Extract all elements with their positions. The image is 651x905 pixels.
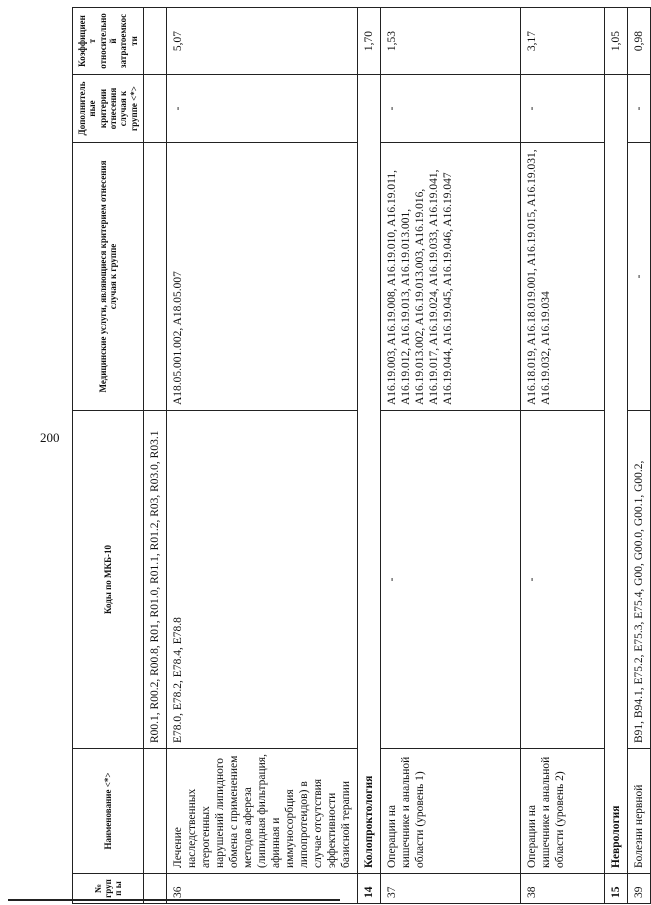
- cell-extra: -: [628, 75, 651, 143]
- header-group-number: № групп ы: [73, 874, 144, 904]
- cell-services: A16.19.003, A16.19.008, A16.19.010, A16.19.011, A16.19.012, A16.19.013, A16.19.013.001, A16.19.013.002, A16.19.013.003, A16.19.016, A16.19.017, A16.19.024, A16.19.033, A16.19.041, A16.19.044, A16.19.045, A16.19.046, A16.19.047: [381, 143, 521, 411]
- cell-services: A16.18.019, A16.18.019.001, A16.19.015, A16.19.031, A16.19.032, A16.19.034: [521, 143, 605, 411]
- table-row-38: [521, 8, 605, 904]
- cell-extra: -: [381, 75, 521, 143]
- drg-groups-table: [72, 7, 651, 904]
- cell-num: 36: [167, 874, 358, 904]
- section-num: 14: [358, 874, 381, 904]
- cell-services: [144, 143, 167, 411]
- section-num: 15: [605, 874, 628, 904]
- section-coef: 1,05: [605, 8, 628, 75]
- header-mkb-codes: Коды по МКБ-10: [73, 411, 144, 749]
- cell-mkb: -: [521, 411, 605, 749]
- section-row-15: [605, 8, 628, 904]
- cell-name: [144, 749, 167, 874]
- header-services: Медицинские услуги, являющиеся критерием отнесения случая к группе: [73, 143, 144, 411]
- rotated-table-wrapper: [72, 8, 646, 904]
- table-row-39: [628, 8, 651, 904]
- cell-coef: 5,07: [167, 8, 358, 75]
- cell-mkb: B91, B94.1, E75.2, E75.3, E75.4, G00, G00.0, G00.1, G00.2,: [628, 411, 651, 749]
- cell-name: Операции на кишечнике и анальной области (уровень 1): [381, 749, 521, 874]
- section-name: Колопроктология: [358, 75, 381, 874]
- section-row-14: [358, 8, 381, 904]
- header-coefficient: Коэффициент относительной затратоемкости: [73, 8, 144, 75]
- section-coef: 1,70: [358, 8, 381, 75]
- cell-num: 38: [521, 874, 605, 904]
- page-number: 200: [40, 430, 60, 445]
- table-row-continuation: [144, 8, 167, 904]
- table-header-row: [73, 8, 144, 904]
- cell-name: Лечение наследственных атерогенных нарушений липидного обмена с применением методов афереза (липидная фильтрация, афинная и иммуносорбция липопротеидов) в случае отсутствия эффективности базисной терапии: [167, 749, 358, 874]
- cell-mkb: E78.0, E78.2, E78.4, E78.8: [167, 411, 358, 749]
- cell-extra: [144, 75, 167, 143]
- header-name: Наименование <*>: [73, 749, 144, 874]
- cell-coef: [144, 8, 167, 75]
- cell-extra: -: [167, 75, 358, 143]
- cell-extra: -: [521, 75, 605, 143]
- table-row-37: [381, 8, 521, 904]
- cell-mkb: R00.1, R00.2, R00.8, R01, R01.0, R01.1, R01.2, R03, R03.0, R03.1: [144, 411, 167, 749]
- cell-coef: 1,53: [381, 8, 521, 75]
- cell-mkb: -: [381, 411, 521, 749]
- cell-services: A18.05.001.002, A18.05.007: [167, 143, 358, 411]
- cell-coef: 3,17: [521, 8, 605, 75]
- table-row-36: [167, 8, 358, 904]
- cell-services: -: [628, 143, 651, 411]
- cell-num: 39: [628, 874, 651, 904]
- cell-name: Болезни нервной: [628, 749, 651, 874]
- section-name: Неврология: [605, 75, 628, 874]
- header-extra-criteria: Дополнительные критерии отнесения случая к группе <*>: [73, 75, 144, 143]
- bottom-divider: [8, 899, 340, 901]
- cell-name: Операции на кишечнике и анальной области (уровень 2): [521, 749, 605, 874]
- cell-coef: 0,98: [628, 8, 651, 75]
- cell-num: 37: [381, 874, 521, 904]
